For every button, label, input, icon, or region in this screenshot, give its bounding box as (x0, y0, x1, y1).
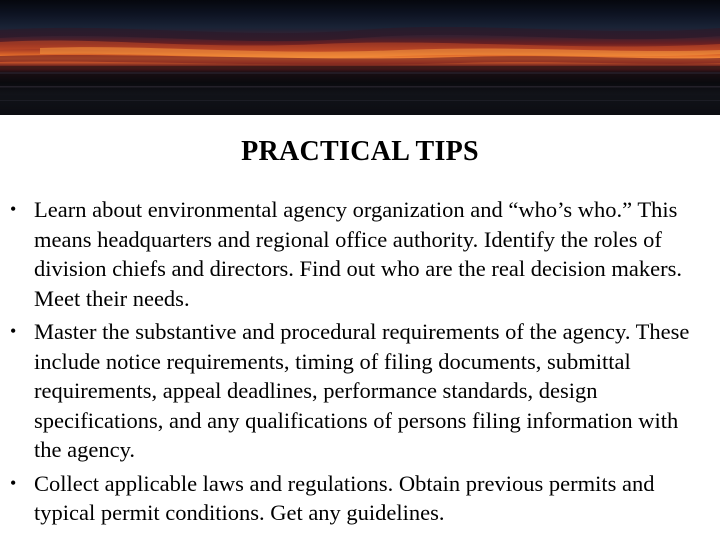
slide-title-text: PRACTICAL TIPS (241, 136, 479, 167)
bullet-item (0, 195, 720, 313)
bullet-item (0, 469, 720, 528)
bullet-item (0, 317, 720, 465)
bullet-marker: • (10, 199, 17, 219)
bullet-text: Master the substantive and procedural requirements of the agency. These include notice requirements, timing of filing documents, submittal requirements, appeal deadlines, performance standards, design specifications, and any qualifications of persons filing information with the agency. (34, 319, 690, 462)
bullet-marker: • (10, 472, 17, 493)
tips-bullet-list (0, 195, 720, 532)
bullet-marker: • (10, 321, 17, 341)
slide-title (0, 136, 720, 168)
bullet-text: Collect applicable laws and regulations. Obtain previous permits and typical permit conditions. Get any guidelines. (34, 470, 655, 525)
sunset-clouds-graphic (0, 0, 720, 115)
bullet-text: Learn about environmental agency organization and “who’s who.” This means headquarters and regional office authority. Identify the roles of division chiefs and directors. Find out who are the real decision makers. Meet their needs. (34, 197, 682, 311)
sunset-banner-image (0, 0, 720, 115)
